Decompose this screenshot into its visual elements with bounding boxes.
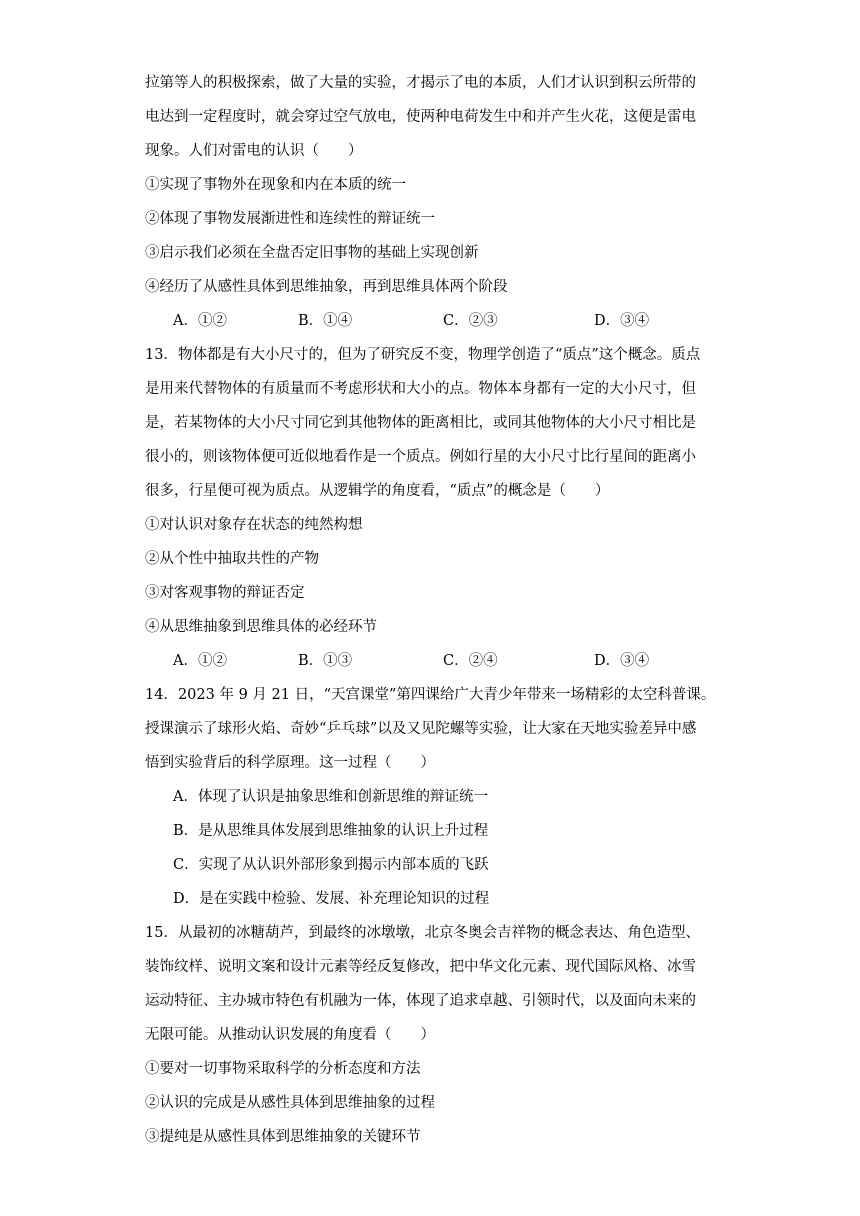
- statement-option: ④从思维抽象到思维具体的必经环节: [145, 619, 377, 635]
- statement-option: ③对客观事物的辩证否定: [145, 585, 305, 601]
- answer-choices: [145, 644, 725, 678]
- question-text-line: 很多，行星便可视为质点。从逻辑学的角度看，“质点”的概念是（ ）: [145, 483, 610, 499]
- document-page: [145, 66, 725, 1154]
- question-text-line: 15．从最初的冰糖葫芦，到最终的冰墩墩，北京冬奥会吉祥物的概念表达、角色造型、: [145, 925, 700, 941]
- question-text-line: 授课演示了球形火焰、奇妙“乒乓球”以及又见陀螺等实验，让大家在天地实验差异中感: [145, 721, 697, 737]
- question-text-line: 14．2023 年 9 月 21 日，“天宫课堂”第四课给广大青少年带来一场精彩的太空科普课。: [145, 687, 716, 703]
- choice-a: A．①②: [173, 653, 227, 669]
- choice-b: B．①④: [298, 313, 353, 329]
- choice-c: C．②④: [443, 653, 498, 669]
- question-text-line: 拉第等人的积极探索，做了大量的实验，才揭示了电的本质，人们才认识到积云所带的: [145, 75, 696, 91]
- question-14: [145, 678, 725, 916]
- choice-b: B．①③: [298, 653, 353, 669]
- statement-option: ③提纯是从感性具体到思维抽象的关键环节: [145, 1129, 421, 1145]
- question-text-line: 悟到实验背后的科学原理。这一过程（ ）: [145, 755, 435, 771]
- question-15: [145, 916, 725, 1154]
- statement-option: ③启示我们必须在全盘否定旧事物的基础上实现创新: [145, 245, 479, 261]
- question-text-line: 很小的，则该物体便可近似地看作是一个质点。例如行星的大小尺寸比行星间的距离小: [145, 449, 696, 465]
- question-text-line: 运动特征、主办城市特色有机融为一体，体现了追求卓越、引领时代，以及面向未来的: [145, 993, 696, 1009]
- question-text-line: 是，若某物体的大小尺寸同它到其他物体的距离相比，或同其他物体的大小尺寸相比是: [145, 415, 696, 431]
- statement-option: ②认识的完成是从感性具体到思维抽象的过程: [145, 1095, 435, 1111]
- statement-option: ①要对一切事物采取科学的分析态度和方法: [145, 1061, 421, 1077]
- choice-a: A．体现了认识是抽象思维和创新思维的辩证统一: [173, 789, 488, 805]
- question-text-line: 13．物体都是有大小尺寸的，但为了研究反不变，物理学创造了“质点”这个概念。质点: [145, 347, 701, 363]
- question-text-line: 装饰纹样、说明文案和设计元素等经反复修改，把中华文化元素、现代国际风格、冰雪: [145, 959, 696, 975]
- choice-b: B．是从思维具体发展到思维抽象的认识上升过程: [173, 823, 489, 839]
- statement-option: ②体现了事物发展渐进性和连续性的辩证统一: [145, 211, 435, 227]
- question-13: [145, 338, 725, 678]
- choice-d: D．③④: [594, 313, 650, 329]
- question-12: [145, 66, 725, 338]
- statement-option: ④经历了从感性具体到思维抽象，再到思维具体两个阶段: [145, 279, 508, 295]
- choice-c: C．实现了从认识外部形象到揭示内部本质的飞跃: [173, 857, 489, 873]
- choice-d: D．③④: [594, 653, 650, 669]
- statement-option: ①对认识对象存在状态的纯然构想: [145, 517, 363, 533]
- choice-a: A．①②: [173, 313, 227, 329]
- choice-c: C．②③: [443, 313, 498, 329]
- question-text-line: 现象。人们对雷电的认识（ ）: [145, 143, 363, 159]
- answer-choices: [145, 304, 725, 338]
- question-text-line: 电达到一定程度时，就会穿过空气放电，使两种电荷发生中和并产生火花，这便是雷电: [145, 109, 696, 125]
- question-text-line: 是用来代替物体的有质量而不考虑形状和大小的点。物体本身都有一定的大小尺寸，但: [145, 381, 696, 397]
- statement-option: ②从个性中抽取共性的产物: [145, 551, 319, 567]
- statement-option: ①实现了事物外在现象和内在本质的统一: [145, 177, 406, 193]
- question-text-line: 无限可能。从推动认识发展的角度看（ ）: [145, 1027, 435, 1043]
- choice-d: D．是在实践中检验、发展、补充理论知识的过程: [173, 891, 490, 907]
